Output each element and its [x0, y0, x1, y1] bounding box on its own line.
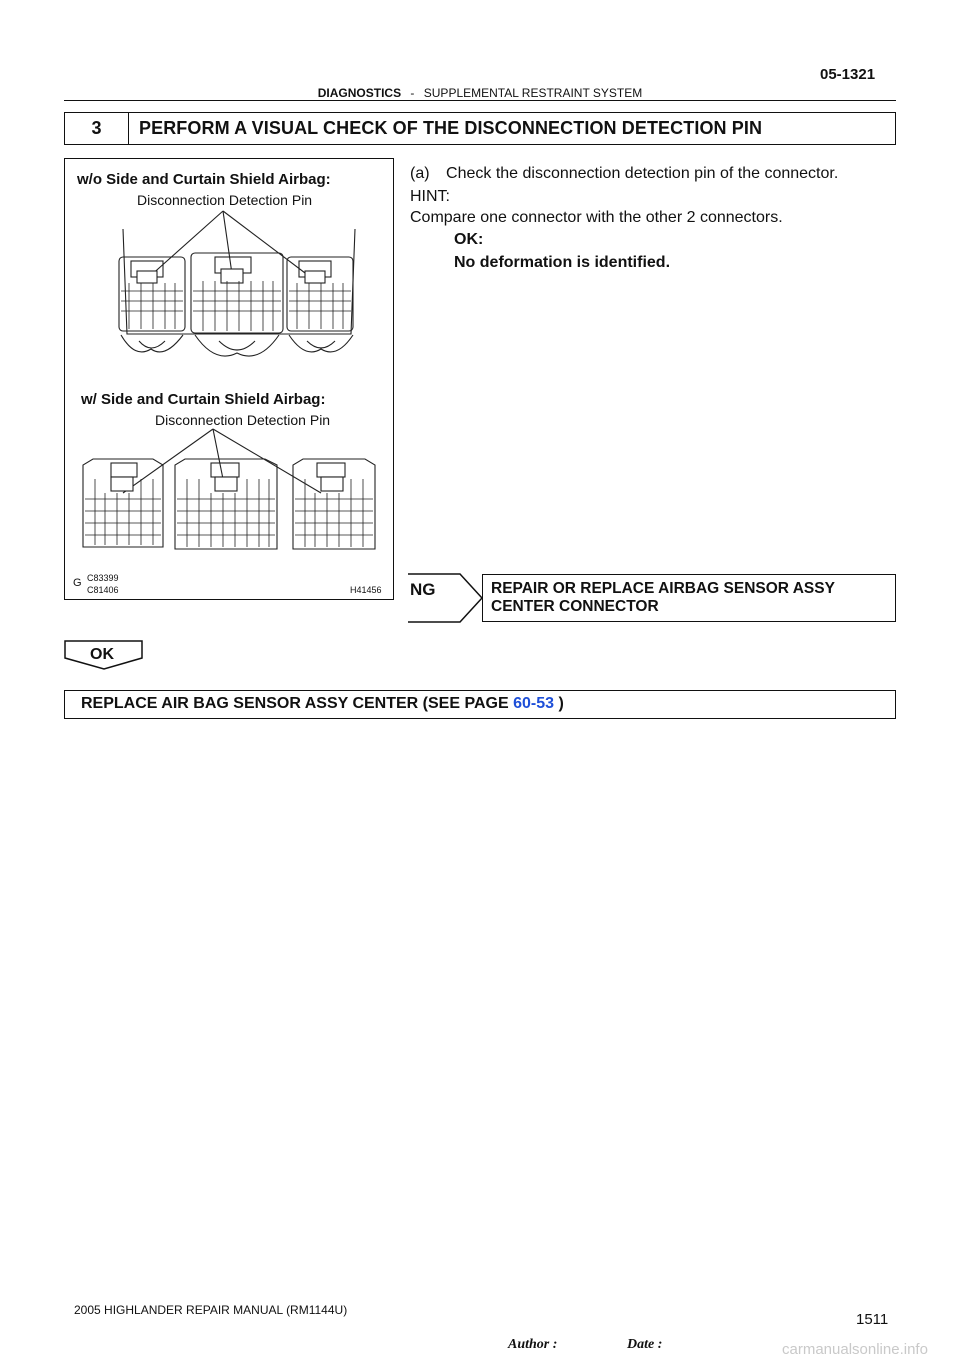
item-marker: (a): [410, 165, 430, 182]
figure-code-prefix: G: [73, 577, 82, 589]
ok-criteria-label: OK:: [454, 231, 484, 248]
footer-author-label: Author :: [508, 1337, 558, 1352]
footer-page-number: 1511: [856, 1311, 889, 1328]
step-number: 3: [65, 113, 129, 144]
ok-label: OK: [90, 646, 114, 663]
section-name: DIAGNOSTICS: [317, 86, 402, 100]
figure-code-1: C83399: [87, 573, 119, 583]
ng-arrow-icon: [406, 572, 486, 624]
step-title: PERFORM A VISUAL CHECK OF THE DISCONNECTION DETECTION PIN: [139, 118, 763, 138]
header-rule: [64, 100, 896, 101]
instruction-item-a: [410, 162, 838, 186]
ng-action-box: [482, 574, 896, 622]
ng-label: NG: [410, 580, 436, 599]
section-separator: -: [410, 86, 415, 100]
subsection-name: SUPPLEMENTAL RESTRAINT SYSTEM: [423, 86, 643, 100]
replace-text: REPLACE AIR BAG SENSOR ASSY CENTER (SEE PAGE: [81, 695, 509, 712]
connector-drawing: [65, 159, 394, 600]
watermark: carmanualsonline.info: [782, 1341, 928, 1358]
figure-code-right: H41456: [350, 585, 382, 595]
figure-pin-label-bottom: Disconnection Detection Pin: [155, 412, 331, 428]
figure-pin-label-top: Disconnection Detection Pin: [137, 192, 313, 208]
replace-action-box: [64, 690, 896, 719]
ok-criteria-text: No deformation is identified.: [454, 254, 671, 271]
step-box: [64, 112, 896, 145]
replace-suffix: ): [558, 695, 564, 712]
ng-action-line1: REPAIR OR REPLACE AIRBAG SENSOR ASSY: [491, 580, 835, 597]
footer-date-label: Date :: [627, 1337, 663, 1352]
item-text: Check the disconnection detection pin of the connector.: [446, 165, 839, 182]
hint-label: HINT:: [410, 188, 450, 205]
figure-code-2: C81406: [87, 585, 119, 595]
figure-label-with-side-airbag: w/ Side and Curtain Shield Airbag:: [81, 391, 326, 408]
ng-action-line2: CENTER CONNECTOR: [491, 598, 659, 615]
section-header: [64, 86, 896, 100]
hint-text: Compare one connector with the other 2 connectors.: [410, 209, 783, 226]
page-number: 05-1321: [820, 66, 876, 83]
page-link[interactable]: 60-53: [513, 695, 554, 712]
connector-figure: [64, 158, 394, 600]
figure-label-without-side-airbag: w/o Side and Curtain Shield Airbag:: [77, 171, 331, 188]
footer-manual-title: 2005 HIGHLANDER REPAIR MANUAL (RM1144U): [74, 1303, 348, 1317]
